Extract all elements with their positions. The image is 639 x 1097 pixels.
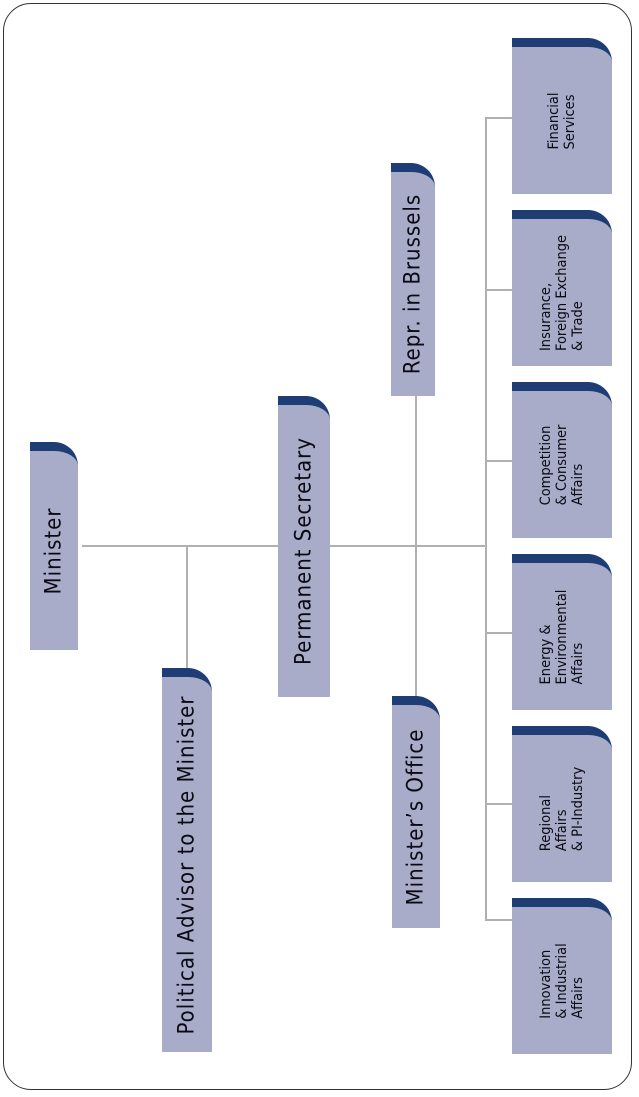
permanent-secretary-box: [278, 396, 330, 697]
connector-departments-trunk: [485, 117, 487, 921]
connector-financial-services: [485, 117, 512, 119]
ministers-office-label: Minister’s Office: [403, 728, 429, 905]
regional-box: [512, 726, 612, 882]
political-advisor-box: [162, 668, 212, 1052]
repr-brussels-box: [391, 163, 435, 396]
connector-innovation: [485, 919, 512, 921]
connector-political-advisor: [186, 545, 188, 670]
innovation-label: Innovation & Industrial Affairs: [538, 942, 586, 1019]
competition-label: Competition & Consumer Affairs: [538, 424, 586, 505]
regional-label: Regional Affairs & PI-Industry: [538, 766, 586, 851]
connector-energy: [485, 632, 512, 634]
connector-competition: [485, 460, 512, 462]
financial-services-box: [512, 38, 612, 194]
energy-box: [512, 554, 612, 710]
competition-box: [512, 382, 612, 538]
connector-office-brussels: [415, 395, 417, 698]
innovation-box: [512, 898, 612, 1054]
permanent-secretary-label: Permanent Secretary: [291, 437, 317, 665]
repr-brussels-label: Repr. in Brussels: [400, 193, 426, 375]
energy-label: Energy & Environmental Affairs: [538, 589, 586, 684]
minister-label: Minister: [41, 506, 67, 595]
political-advisor-label: Political Advisor to the Minister: [174, 695, 200, 1034]
ministers-office-box: [392, 696, 440, 928]
connector-insurance: [485, 289, 512, 291]
financial-services-label: Financial Services: [546, 91, 578, 150]
insurance-label: Insurance, Foreign Exchange & Trade: [538, 234, 586, 351]
minister-box: [30, 442, 78, 650]
connector-regional: [485, 803, 512, 805]
insurance-box: [512, 210, 612, 366]
